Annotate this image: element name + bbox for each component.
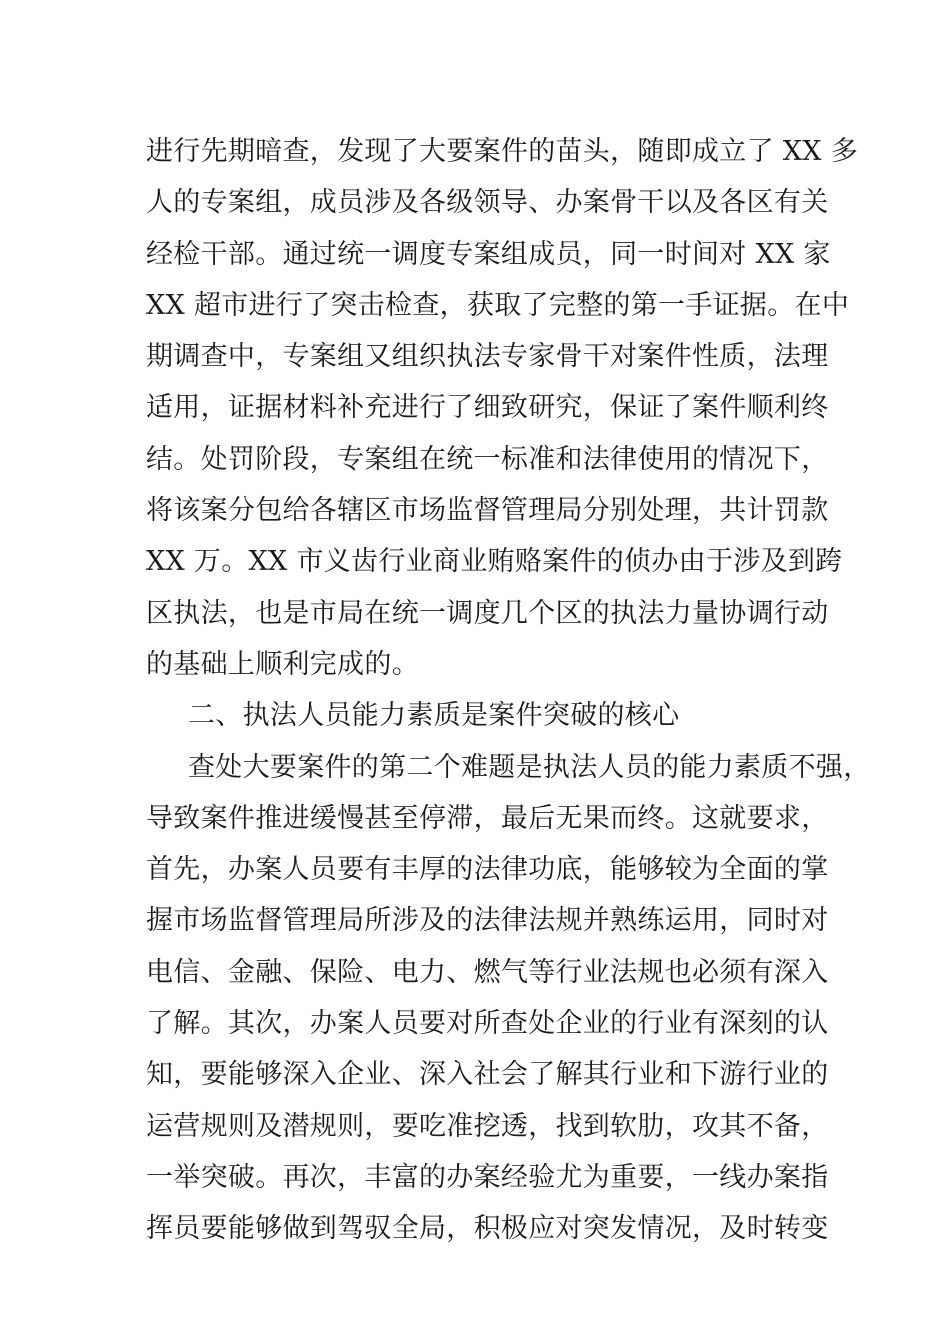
body-line: 适用，证据材料补充进行了细致研究，保证了案件顺利终 [146, 392, 829, 424]
body-line: 一举突破。再次，丰富的办案经验尤为重要，一线办案指 [146, 1161, 829, 1193]
body-line: 挥员要能够做到驾驭全局，积极应对突发情况，及时转变 [146, 1213, 829, 1245]
body-line: 人的专案组，成员涉及各级领导、办案骨干以及各区有关 [146, 187, 829, 219]
body-line: 经检干部。通过统一调度专案组成员，同一时间对 XX 家 [146, 238, 831, 270]
body-line: 运营规则及潜规则，要吃准挖透，找到软肋，攻其不备， [146, 1110, 829, 1142]
body-line: XX 万。XX 市义齿行业商业贿赂案件的侦办由于涉及到跨 [146, 546, 843, 578]
body-line: 进行先期暗查，发现了大要案件的苗头，随即成立了 XX 多 [146, 136, 859, 167]
body-line: 将该案分包给各辖区市场监督管理局分别处理，共计罚款 [146, 495, 829, 527]
body-line: 结。处罚阶段，专案组在统一标准和法律使用的情况下， [146, 443, 829, 475]
section-heading: 二、执法人员能力素质是案件突破的核心 [188, 700, 680, 732]
document-body [146, 126, 871, 1255]
body-line: 首先，办案人员要有丰厚的法律功底，能够较为全面的掌 [146, 854, 829, 886]
body-line: 了解。其次，办案人员要对所查处企业的行业有深刻的认 [146, 1008, 829, 1040]
body-line: 导致案件推进缓慢甚至停滞，最后无果而终。这就要求， [146, 802, 829, 834]
body-line: XX 超市进行了突击检查，获取了完整的第一手证据。在中 [146, 289, 850, 321]
body-line: 电信、金融、保险、电力、燃气等行业法规也必须有深入 [146, 956, 829, 988]
body-line: 知，要能够深入企业、深入社会了解其行业和下游行业的 [146, 1059, 829, 1091]
body-line: 的基础上顺利完成的。 [146, 648, 419, 680]
body-line: 期调查中，专案组又组织执法专家骨干对案件性质，法理 [146, 341, 829, 373]
body-line: 区执法，也是市局在统一调度几个区的执法力量协调行动 [146, 597, 829, 629]
paragraph-first-line: 查处大要案件的第二个难题是执法人员的能力素质不强， [188, 751, 871, 783]
body-line: 握市场监督管理局所涉及的法律法规并熟练运用，同时对 [146, 905, 829, 937]
